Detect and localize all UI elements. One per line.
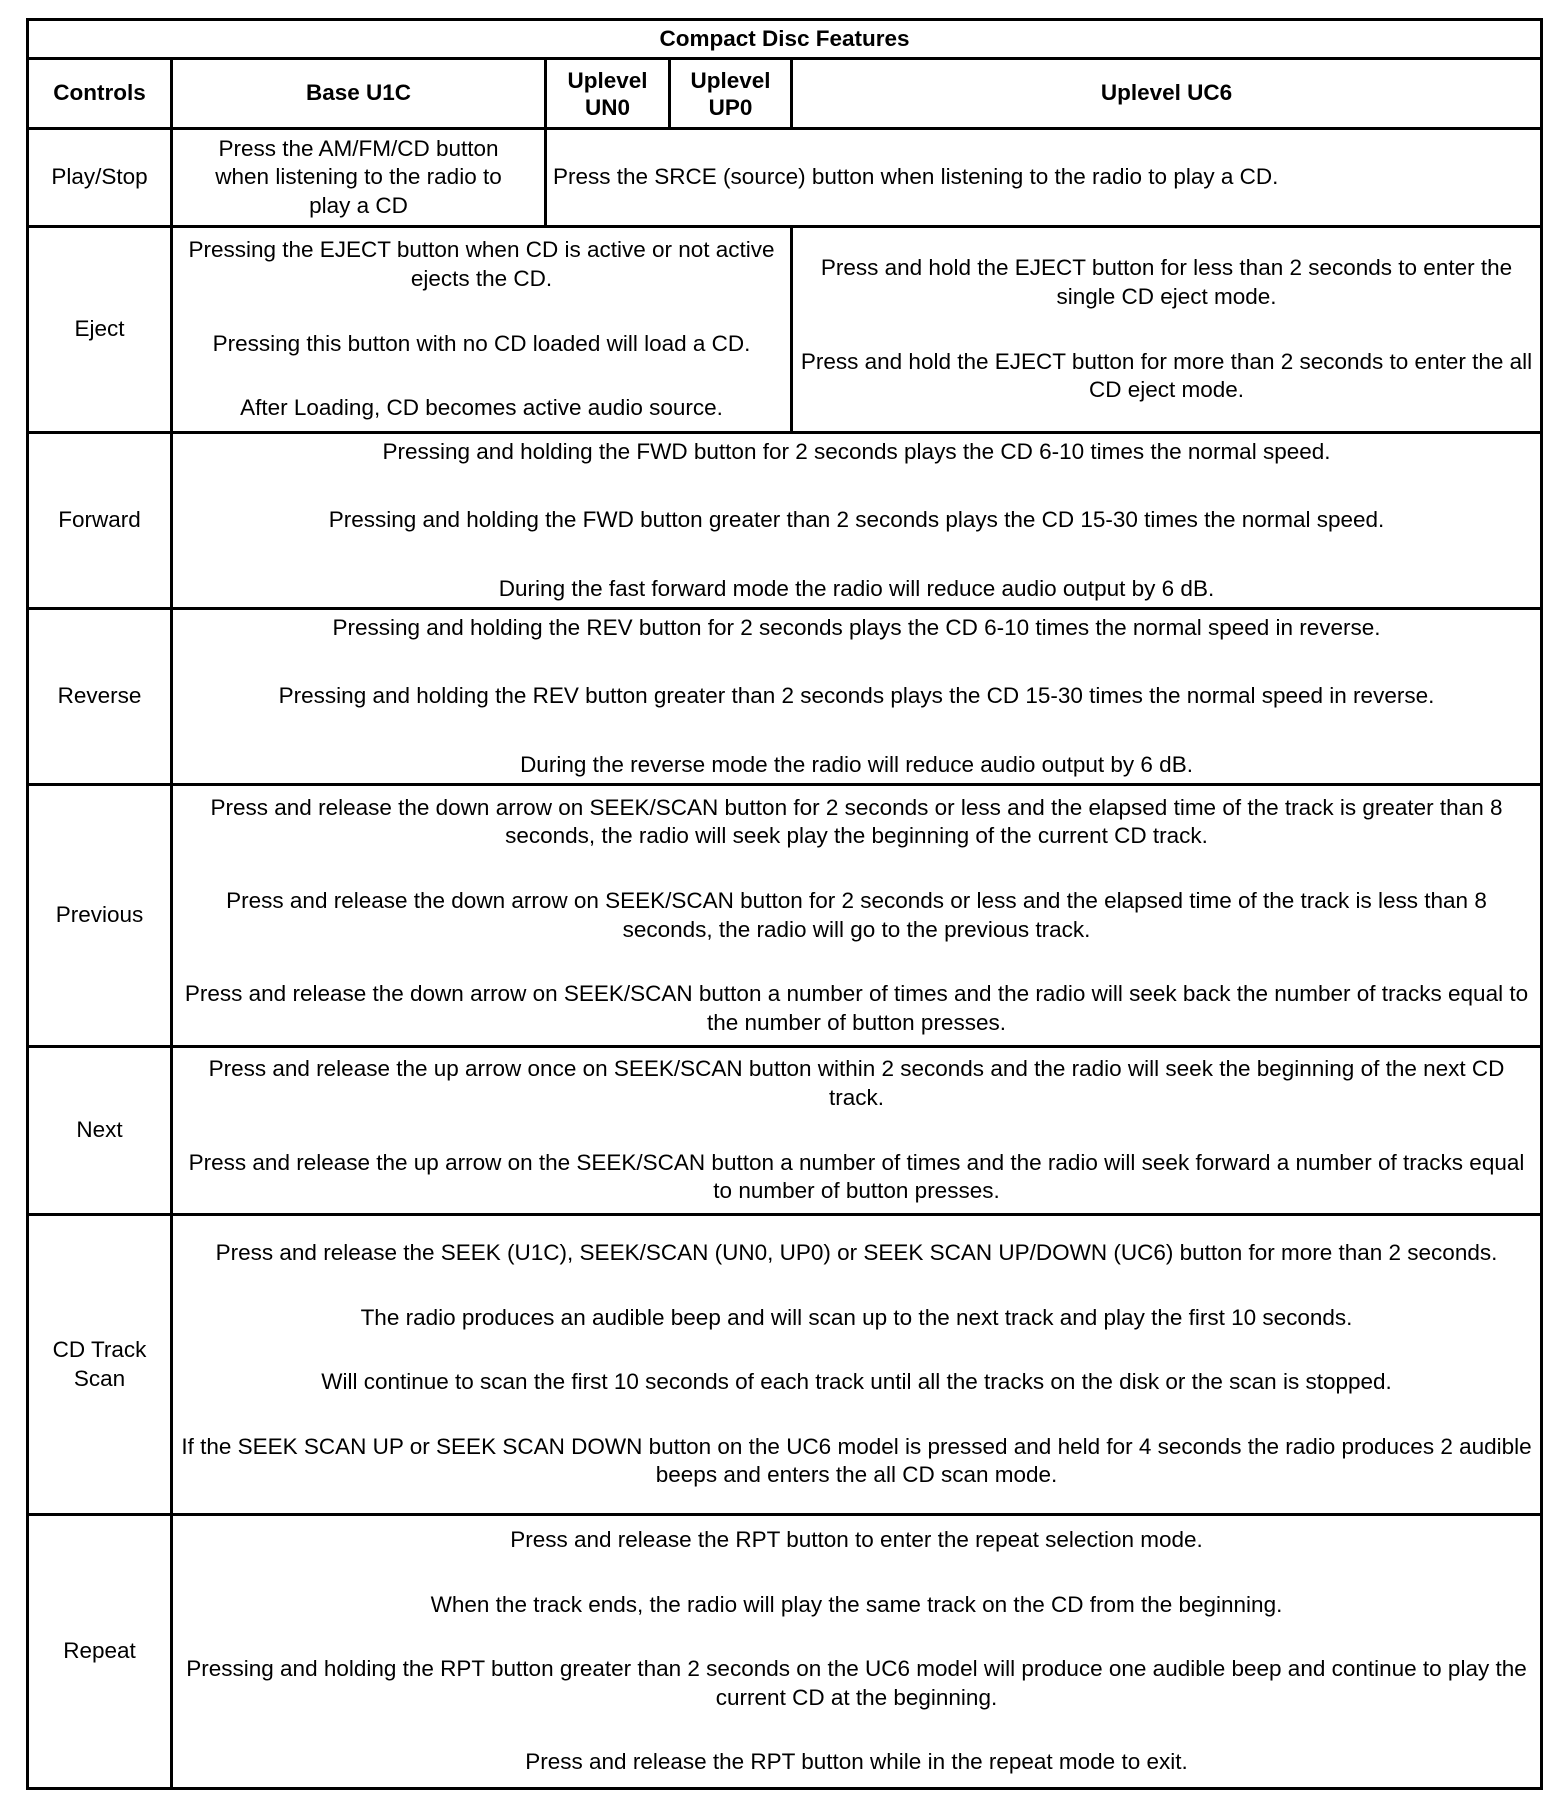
next-paragraph-1: Press and release the up arrow once on SEEK/SCAN button within 2 seconds and the radio will seek the beginning of the next CD track. [208,1056,1505,1110]
eject-left-paragraph-1: Pressing the EJECT button when CD is active or not active ejects the CD. [188,237,775,291]
header-uplevel-un0-line1: Uplevel [567,67,648,93]
row-reverse [28,609,1542,785]
header-controls: Controls [28,59,172,129]
row-play-stop [28,129,1542,227]
repeat-paragraph-2: When the track ends, the radio will play the same track on the CD from the beginning. [430,1591,1283,1617]
previous-description-cell [172,785,1542,1047]
eject-left-paragraph-3: After Loading, CD becomes active audio source. [240,395,723,421]
header-uplevel-un0 [546,59,670,129]
forward-paragraph-3: During the fast forward mode the radio will reduce audio output by 6 dB. [498,575,1215,601]
repeat-paragraph-4: Press and release the RPT button while in the repeat mode to exit. [525,1749,1188,1775]
compact-disc-features-table [26,18,1543,1790]
control-repeat: Repeat [28,1515,172,1789]
play-stop-base-cell [172,129,546,227]
play-stop-base-line1: Press the AM/FM/CD button [218,135,499,161]
header-uplevel-up0-line1: Uplevel [690,67,771,93]
play-stop-base-line3: play a CD [309,192,408,218]
forward-description-cell [172,433,1542,609]
row-cd-track-scan [28,1215,1542,1515]
control-cd-track-scan [28,1215,172,1515]
previous-paragraph-1: Press and release the down arrow on SEEK/SCAN button for 2 seconds or less and the elapsed time of the track is greater than 8 seconds, the radio will seek play the beginning of the current CD track. [210,794,1503,849]
eject-left-paragraph-2: Pressing this button with no CD loaded will load a CD. [212,330,751,356]
eject-base-uplevel-cell [172,227,792,433]
previous-paragraph-2: Press and release the down arrow on SEEK/SCAN button for 2 seconds or less and the elapsed time of the track is less than 8 seconds, the radio will go to the previous track. [226,887,1487,942]
cd-features-table-wrapper [26,18,1543,1790]
eject-uc6-cell [792,227,1542,433]
repeat-paragraph-1: Press and release the RPT button to enter the repeat selection mode. [510,1527,1203,1553]
control-play-stop: Play/Stop [28,129,172,227]
control-previous: Previous [28,785,172,1047]
table-title: Compact Disc Features [28,20,1542,59]
control-eject: Eject [28,227,172,433]
next-description-cell [172,1047,1542,1215]
row-repeat [28,1515,1542,1789]
track-scan-paragraph-2: The radio produces an audible beep and will scan up to the next track and play the first 10 seconds. [360,1304,1353,1330]
header-uplevel-up0-line2: UP0 [708,94,753,120]
header-row [28,59,1542,129]
reverse-paragraph-3: During the reverse mode the radio will reduce audio output by 6 dB. [520,751,1193,777]
play-stop-uplevel-cell: Press the SRCE (source) button when listening to the radio to play a CD. [546,129,1542,227]
control-cd-track-scan-line2: Scan [73,1365,126,1391]
control-forward: Forward [28,433,172,609]
track-scan-paragraph-3: Will continue to scan the first 10 seconds of each track until all the tracks on the disk or the scan is stopped. [321,1369,1392,1395]
table-title-row [28,20,1542,59]
control-cd-track-scan-line1: CD Track [52,1336,147,1362]
control-next: Next [28,1047,172,1215]
repeat-paragraph-3: Pressing and holding the RPT button greater than 2 seconds on the UC6 model will produce one audible beep and continue to play the current CD at the beginning. [186,1656,1527,1710]
reverse-paragraph-2: Pressing and holding the REV button greater than 2 seconds plays the CD 15-30 times the normal speed in reverse. [278,683,1435,709]
play-stop-base-line2: when listening to the radio to [215,164,502,190]
forward-paragraph-2: Pressing and holding the FWD button greater than 2 seconds plays the CD 15-30 times the normal speed. [328,507,1385,533]
reverse-paragraph-1: Pressing and holding the REV button for 2 seconds plays the CD 6-10 times the normal speed in reverse. [332,614,1381,640]
row-next [28,1047,1542,1215]
track-scan-paragraph-1: Press and release the SEEK (U1C), SEEK/SCAN (UN0, UP0) or SEEK SCAN UP/DOWN (UC6) button for more than 2 seconds. [215,1240,1498,1266]
header-uplevel-un0-line2: UN0 [584,94,630,120]
row-forward [28,433,1542,609]
track-scan-description-cell [172,1215,1542,1515]
repeat-description-cell [172,1515,1542,1789]
next-paragraph-2: Press and release the up arrow on the SEEK/SCAN button a number of times and the radio will seek forward a number of tracks equal to number of button presses. [188,1149,1525,1204]
header-base-u1c: Base U1C [172,59,546,129]
header-uplevel-up0 [670,59,792,129]
track-scan-paragraph-4: If the SEEK SCAN UP or SEEK SCAN DOWN button on the UC6 model is pressed and held for 4 seconds the radio produces 2 audible beeps and enters the all CD scan mode. [181,1433,1532,1488]
row-eject [28,227,1542,433]
previous-paragraph-3: Press and release the down arrow on SEEK/SCAN button a number of times and the radio will seek back the number of tracks equal to the number of button presses. [184,981,1529,1035]
row-previous [28,785,1542,1047]
eject-right-paragraph-2: Press and hold the EJECT button for more than 2 seconds to enter the all CD eject mode. [800,348,1533,403]
eject-right-paragraph-1: Press and hold the EJECT button for less than 2 seconds to enter the single CD eject mode. [820,255,1513,309]
forward-paragraph-1: Pressing and holding the FWD button for 2 seconds plays the CD 6-10 times the normal speed. [382,438,1331,464]
header-uplevel-uc6: Uplevel UC6 [792,59,1542,129]
reverse-description-cell [172,609,1542,785]
control-reverse: Reverse [28,609,172,785]
